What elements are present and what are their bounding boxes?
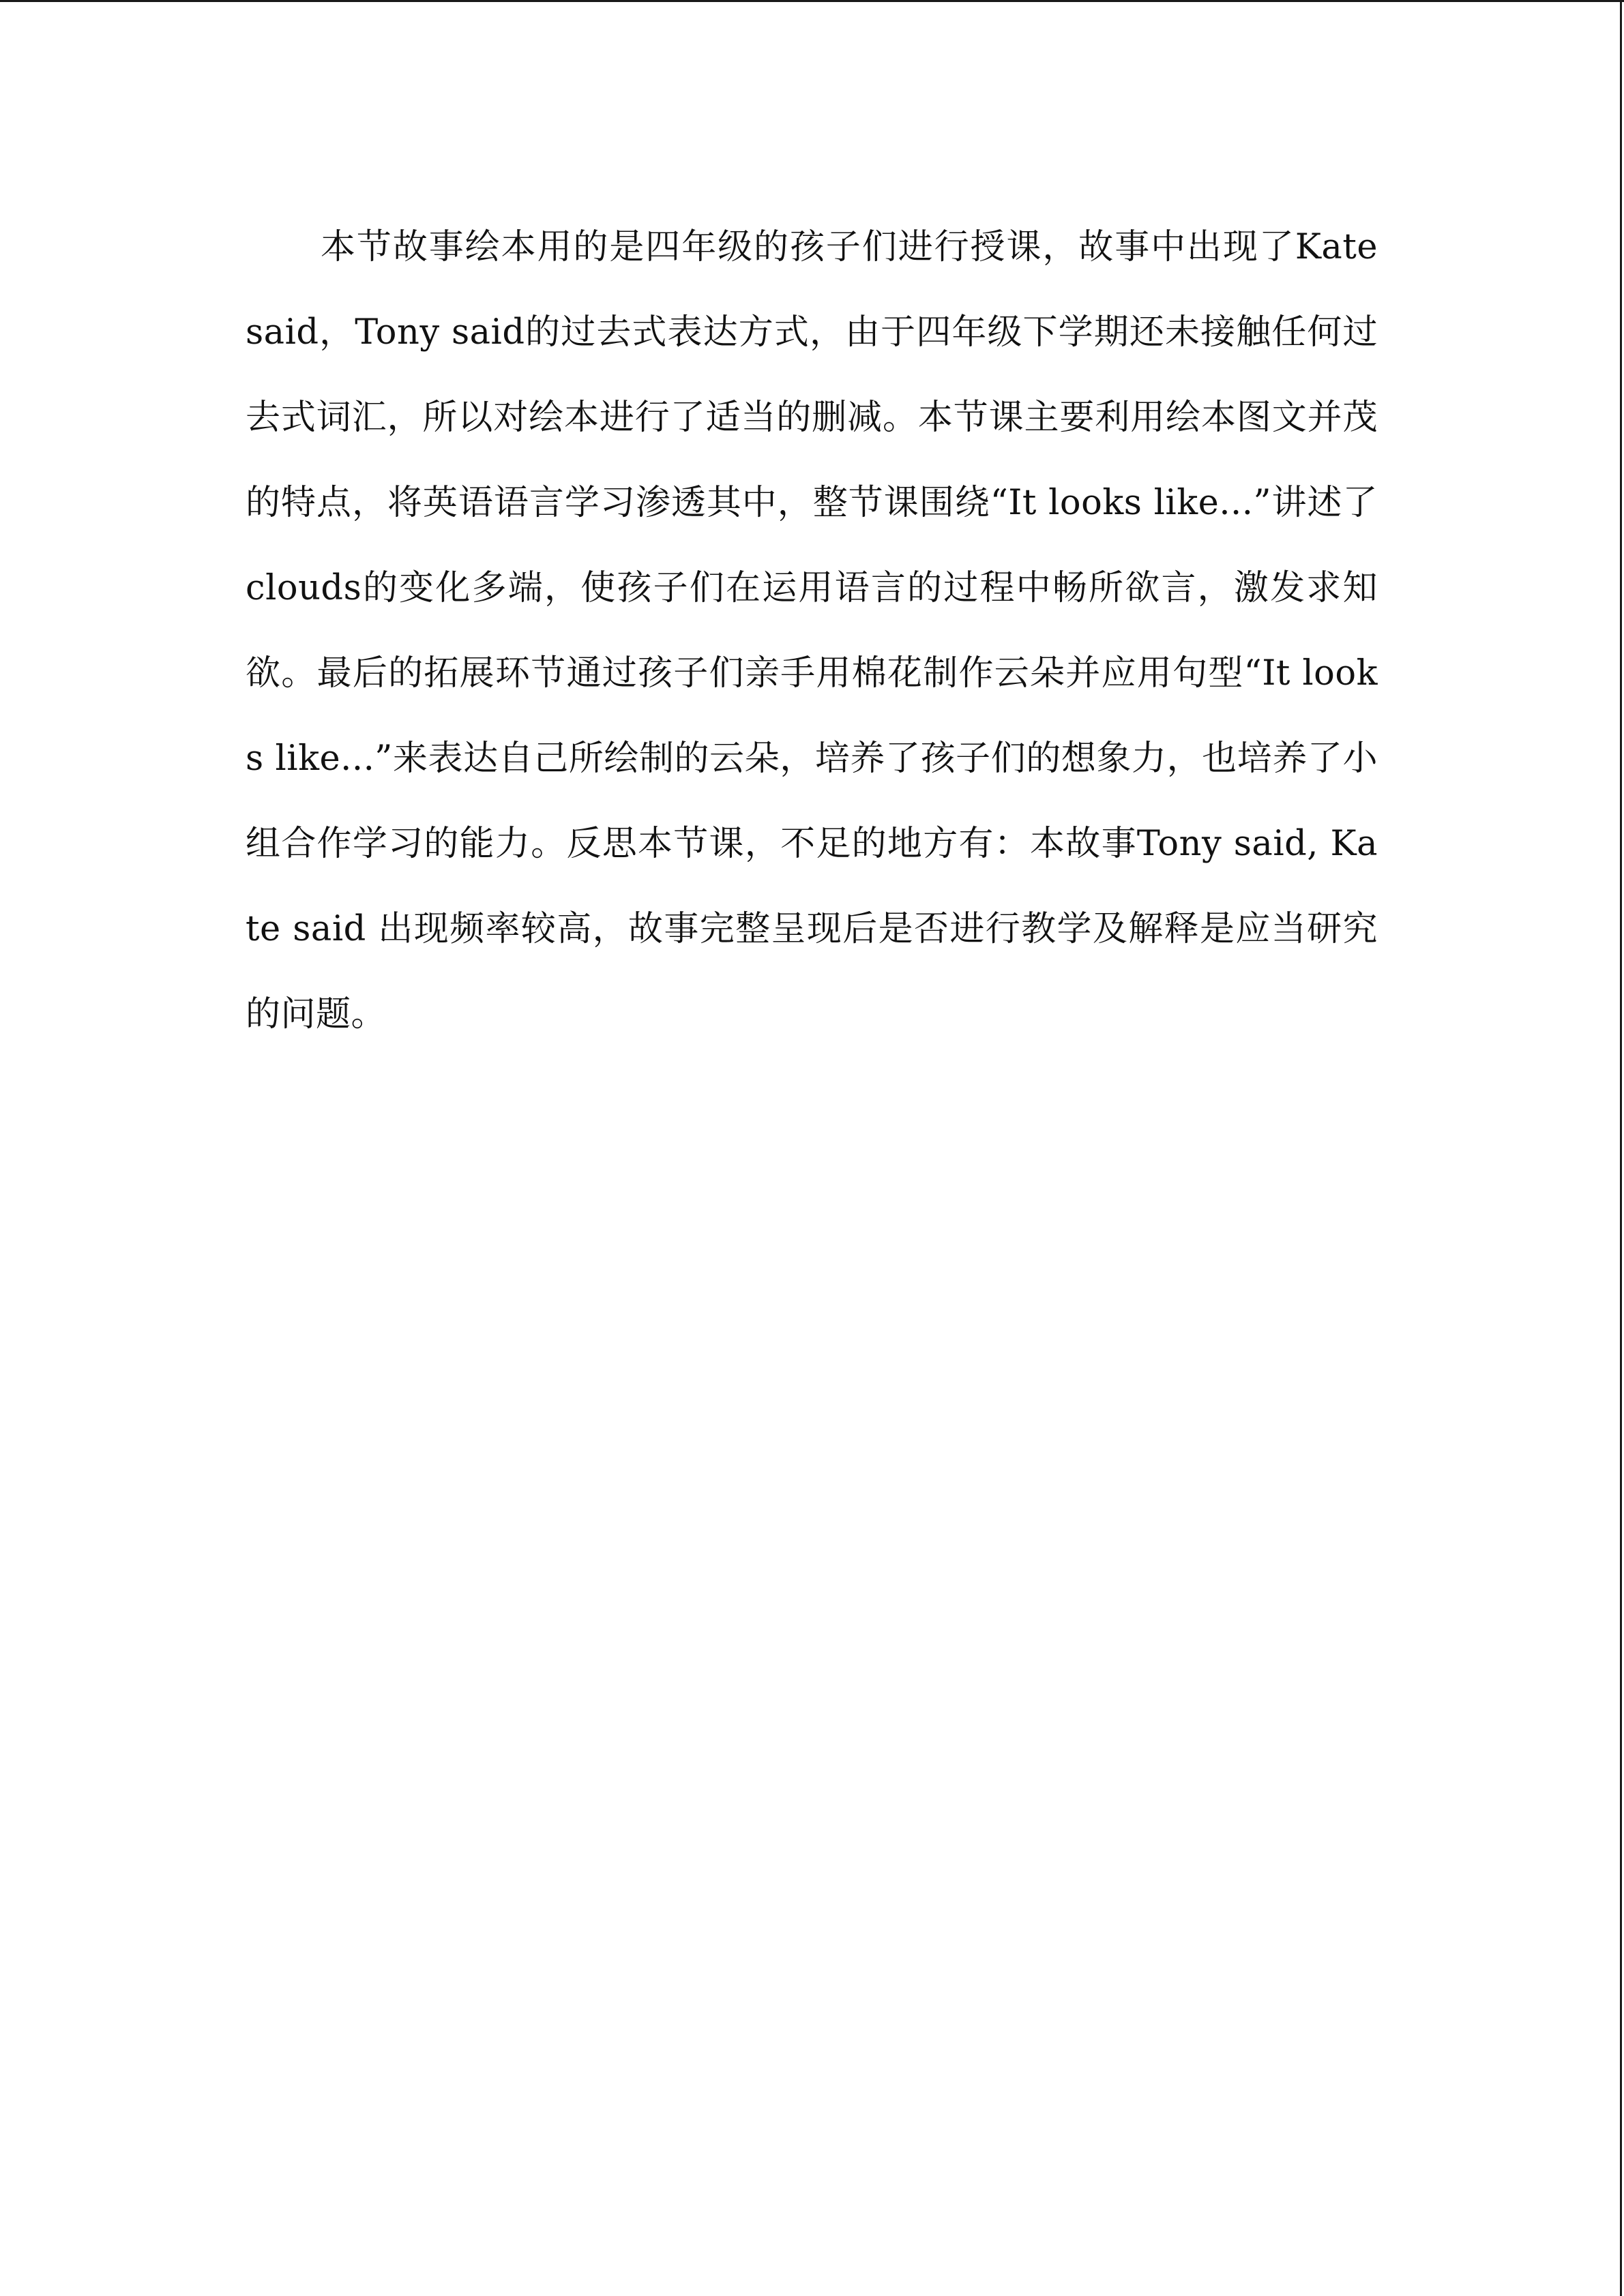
body-paragraph: 本节故事绘本用的是四年级的孩子们进行授课，故事中出现了Kate said，Tony said的过去式表达方式，由于四年级下学期还未接触任何过去式词汇，所以对绘本进行了适当的删减。本节课主要利用绘本图文并茂的特点，将英语语言学习渗透其中，整节课围绕“It looks like...”讲述了clouds的变化多端，使孩子们在运用语言的过程中畅所欲言，激发求知欲。最后的拓展环节通过孩子们亲手用棉花制作云朵并应用句型“It looks like...”来表达自己所绘制的云朵，培养了孩子们的想象力，也培养了小组合作学习的能力。反思本节课，不足的地方有：本故事Tony said, Kate said 出现频率较高，故事完整呈现后是否进行教学及解释是应当研究的问题。: [246, 227, 1378, 1034]
page-right-border: [1620, 0, 1622, 2296]
page-top-border: [0, 0, 1624, 2]
